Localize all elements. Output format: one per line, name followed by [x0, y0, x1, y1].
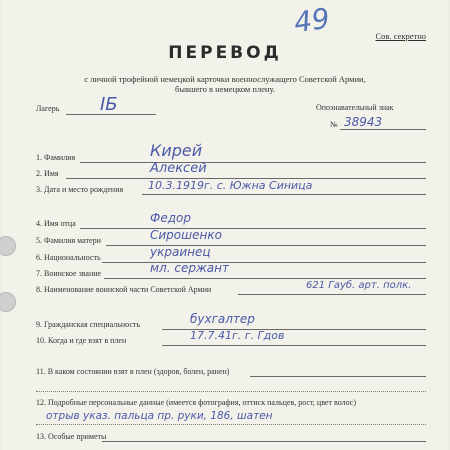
field-value-father-name: Федор: [150, 211, 191, 225]
field-underline: [104, 278, 426, 279]
field-value-surname: Кирей: [150, 141, 203, 160]
field-dotted-line: [36, 424, 426, 425]
field-label-military-unit: 8. Наименование воинской части Советской Армии: [36, 285, 212, 294]
document-subtitle-line-1: с личной трофейной немецкой карточки военнослужащего Советской Армии,: [84, 74, 366, 84]
document-page: [2, 0, 448, 450]
field-dotted-line: [36, 391, 426, 392]
field-label-father-name: 4. Имя отца: [36, 219, 76, 228]
camp-label: Лагерь: [36, 104, 60, 113]
field-value-civil-profession: бухгалтер: [190, 312, 255, 326]
field-label-capture-condition: 11. В каком состоянии взят в плен (здоров, болен, ранен): [36, 367, 230, 376]
field-label-birth: 3. Дата и место рождения: [36, 185, 124, 194]
field-label-nationality: 6. Национальность: [36, 253, 101, 262]
field-label-special-marks: 13. Особые приметы: [36, 432, 107, 441]
secrecy-stamp: Сов. секретно: [375, 31, 426, 41]
punch-hole: [0, 236, 16, 256]
id-mark-value: 38943: [344, 115, 383, 129]
field-label-surname: 1. Фамилия: [36, 153, 76, 162]
field-underline: [238, 294, 426, 295]
id-mark-label: Опознавательный знак: [316, 103, 394, 112]
document-title: ПЕРЕВОД: [168, 43, 282, 63]
field-label-capture: 10. Когда и где взят в плен: [36, 336, 127, 345]
field-label-mother-surname: 5. Фамилия матери: [36, 236, 101, 245]
field-underline: [80, 162, 426, 163]
camp-value: IБ: [100, 94, 118, 115]
document-subtitle-line-2: бывшего в немецком плену.: [174, 84, 276, 94]
field-underline: [250, 376, 426, 377]
field-value-mother-surname: Сирошенко: [150, 228, 222, 242]
field-value-nationality: украинец: [150, 245, 211, 259]
field-value-birth: 10.3.1919г. с. Южна Синица: [148, 179, 313, 192]
field-value-personal-data: отрыв указ. пальца пр. руки, 186, шатен: [46, 410, 273, 422]
field-value-rank: мл. сержант: [150, 261, 229, 275]
field-underline: [80, 228, 426, 229]
id-mark-number-sign: №: [330, 120, 338, 129]
camp-underline: [66, 114, 156, 115]
field-label-civil-profession: 9. Гражданская специальность: [36, 320, 141, 329]
id-mark-underline: [340, 129, 426, 130]
field-label-personal-data: 12. Подробные персональные данные (имеется фотография, оттиск пальцев, рост, цвет волос): [36, 398, 356, 407]
field-underline: [102, 441, 426, 442]
field-value-first-name: Алексей: [150, 161, 207, 176]
field-underline: [162, 345, 426, 346]
field-value-military-unit: 621 Гауб. арт. полк.: [306, 280, 412, 291]
handwritten-sheet-number: 49: [291, 1, 332, 40]
punch-hole: [0, 292, 16, 312]
field-label-rank: 7. Воинское звание: [36, 269, 102, 278]
field-underline: [142, 194, 426, 195]
field-value-capture: 17.7.41г. г. Гдов: [190, 329, 285, 342]
field-label-first-name: 2. Имя: [36, 169, 59, 178]
